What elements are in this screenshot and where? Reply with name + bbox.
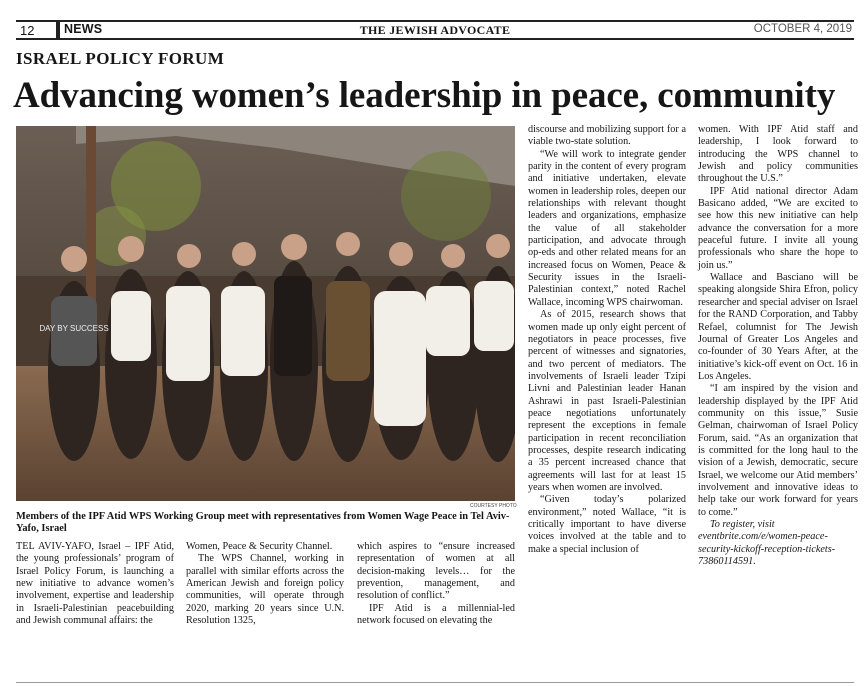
- article-column-2: [186, 541, 344, 627]
- article-column-4: [528, 124, 686, 556]
- page-number: 12: [20, 23, 35, 38]
- tshirt-text: DAY BY SUCCESS: [39, 324, 109, 333]
- bottom-rule: [16, 682, 854, 683]
- paragraph: discourse and mobilizing support for a viable two-state solution.: [528, 124, 686, 148]
- registration-note: To register, visit eventbrite.com/e/women-peace-security-kickoff-reception-tickets-73860114591.: [698, 519, 836, 568]
- paragraph: Women, Peace & Security Channel.: [186, 541, 333, 552]
- paragraph: TEL AVIV-YAFO, Israel – IPF Atid, the young professionals’ program of Israel Policy Forum, is launching a new initiative to advance women’s involvement, expertise and leadership in Israeli-Palestinian peacebuilding and Jewish communal affairs: the: [16, 541, 174, 627]
- paragraph: IPF Atid national director Adam Basicano added, “We are excited to see how this new initiative can help advance the conversation for a more peaceful future. I invite all young professionals who share the hope to join us.”: [698, 185, 858, 271]
- paragraph: The WPS Channel, working in parallel with similar efforts across the American Jewish and foreign policy communities, will operate through 2020, marking 20 years since U.N. Resolution 1325,: [186, 553, 344, 627]
- article-column-5: [698, 124, 858, 568]
- paragraph: “Given today’s polarized environment,” noted Wallace, “it is critically important to have diverse voices involved at the table and to make a special inclusion of: [528, 494, 686, 555]
- article-kicker: ISRAEL POLICY FORUM: [16, 49, 225, 68]
- photo-caption: Members of the IPF Atid WPS Working Group meet with representatives from Women Wage Peace in Tel Aviv-Yafo, Israel: [16, 511, 510, 534]
- publication-name: THE JEWISH ADVOCATE: [359, 23, 511, 37]
- paragraph: “We will work to integrate gender parity in the content of every program and initiative undertaken, elevate women in leadership roles, deepen our relationships with relevant thought leaders and organizations, emphasize the value of all stakeholder participation, and advocate through op-eds and other related means for an increased focus on Women, Peace & Security issues in the Israeli-Palestinian context,” noted Rachel Wallace, incoming WPS chairwoman.: [528, 148, 686, 308]
- page-header: [16, 20, 854, 40]
- paragraph: IPF Atid is a millennial-led network focused on elevating the: [357, 602, 515, 627]
- photo-credit: COURTESY PHOTO: [470, 503, 517, 509]
- article-column-1: [16, 541, 174, 627]
- paragraph: “I am inspired by the vision and leadership displayed by the IPF Atid community on this issue,” Susie Gelman, chairwoman of Israel Policy Forum, said. “As an organization that is committed for the long haul to the vision of a Jewish, democratic, secure Israel, we welcome our Atid members’ involvement and innovative ideas to help take our work forward for years to come.”: [698, 383, 858, 518]
- paragraph: women. With IPF Atid staff and leadership, I look forward to introducing the WPS channel to Jewish and policy communities throughout the U.S.”: [698, 124, 858, 185]
- group-photo: [16, 126, 515, 501]
- article-column-3: [357, 541, 515, 627]
- paragraph: Wallace and Basciano will be speaking alongside Shira Efron, policy researcher and special adviser on Israel for the RAND Corporation, and Tabby Refael, columnist for The Jewish Journal of Greater Los Angeles and co-founder of 30 Years After, at the initiative’s kick-off event on Oct. 16 in Los Angeles.: [698, 272, 858, 382]
- section-name: NEWS: [64, 22, 103, 36]
- article-headline: Advancing women’s leadership in peace, community: [13, 75, 836, 116]
- paragraph: As of 2015, research shows that women made up only eight percent of negotiators in peace processes, five percent of witnesses and signatories, and two percent of mediators. The involvements of Israeli leader Tzipi Livni and Palestinian leader Hanan Ashrawi in past Israeli-Palestinian peace negotiations unfortunately represent the exceptions in female participation in recent reconciliation processes, despite research indicating a 35 percent increased chance that agreements will last for at least 15 years when women are involved.: [528, 309, 686, 493]
- issue-date: OCTOBER 4, 2019: [753, 23, 852, 35]
- paragraph: which aspires to “ensure increased representation of women at all decision-making levels… for the prevention, management, and resolution of conflict.”: [357, 541, 515, 602]
